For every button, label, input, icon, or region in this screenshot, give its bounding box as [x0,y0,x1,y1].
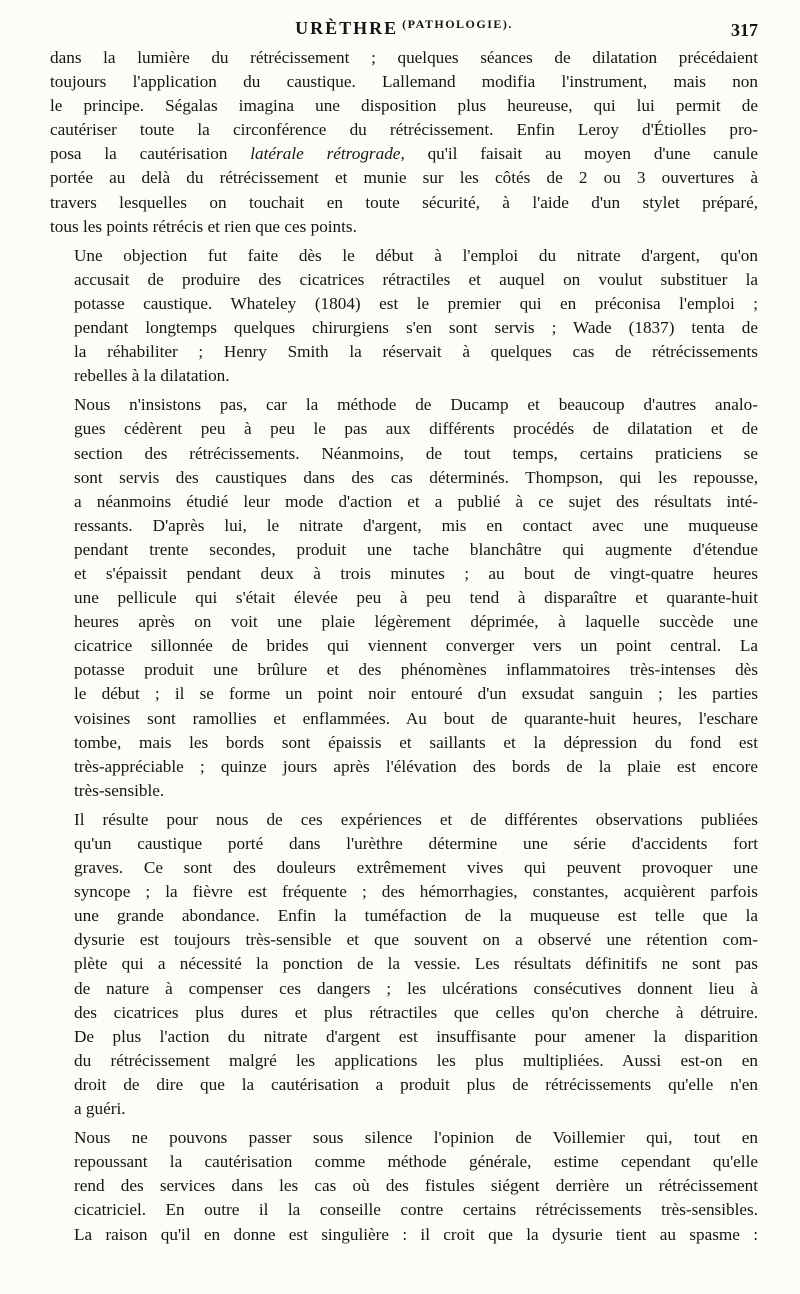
text-line: pendant trente secondes, produit une tache blanchâtre qui augmente d'étendue [74,539,758,559]
text-line: a guéri. [74,1099,126,1119]
text-line: heures après on voit une plaie légèrement déprimée, à laquelle succède une [74,612,758,632]
text-line: La raison qu'il en donne est singulière : il croit que la dysurie tient au spasme : [74,1224,758,1244]
text-line: la réhabiliter ; Henry Smith la réservait à quelques cas de rétrécissements [74,342,758,362]
text-line: portée au delà du rétrécissement et munie sur les côtés de 2 ou 3 ouvertures à [50,168,758,188]
paragraph-1 [50,46,758,239]
text-line: voisines sont ramollies et enflammées. Au bout de quarante-huit heures, l'eschare [74,708,758,728]
text-line: très-sensible. [74,780,165,800]
text-line: le début ; il se forme un point noir entouré d'un exsudat sanguin ; les parties [74,684,758,704]
text-line: posa la cautérisation latérale rétrograde, qu'il faisait au moyen d'une canule [50,144,758,164]
paragraph-2 [50,244,758,389]
text-line: section des rétrécissements. Néanmoins, de tout temps, certains praticiens se [74,443,758,463]
text-line: rebelles à la dilatation. [74,366,230,386]
page-number: 317 [731,20,758,40]
text-line: rend des services dans les cas où des fistules siégent derrière un rétrécissement [74,1176,758,1196]
text-line: Une objection fut faite dès le début à l'emploi du nitrate d'argent, qu'on [74,245,758,265]
text-line: le principe. Ségalas imagina une disposition plus heureuse, qui lui permit de [50,96,758,116]
text-line: des cicatrices plus dures et plus rétractiles que celles qu'on cherche à détruire. [74,1002,758,1022]
text-line: une pellicule qui s'était élevée peu à peu tend à disparaître et quarante-huit [74,588,758,608]
body-text [50,46,758,1247]
text-line: toujours l'application du caustique. Lallemand modifia l'instrument, mais non [50,72,758,92]
text-line: sont servis des caustiques dans des cas déterminés. Thompson, qui les repousse, [74,467,758,487]
paragraph-5 [50,1126,758,1246]
text-line: graves. Ce sont des douleurs extrêmement vives qui peuvent provoquer une [74,858,758,878]
text-line: cautériser toute la circonférence du rétrécissement. Enfin Leroy d'Étiolles pro- [50,120,758,140]
text-line: et s'épaissit pendant deux à trois minutes ; au bout de vingt-quatre heures [74,563,758,583]
text-line: pendant longtemps quelques chirurgiens s'en sont servis ; Wade (1837) tenta de [74,318,758,338]
text-line: gues cédèrent peu à peu le pas aux différents procédés de dilatation et de [74,419,758,439]
text-line: ressants. D'après lui, le nitrate d'argent, mis en contact avec une muqueuse [74,515,758,535]
running-head-title: URÈTHRE [295,18,399,38]
text-line: potasse caustique. Whateley (1804) est le premier qui en préconisa l'emploi ; [74,293,758,313]
text-line: qu'un caustique porté dans l'urèthre détermine une série d'accidents fort [74,834,758,853]
text-line: travers lesquelles on touchait en toute sécurité, à l'aide d'un stylet préparé, [50,192,758,212]
paragraph-4 [50,808,758,1121]
text-line: dans la lumière du rétrécissement ; quelques séances de dilatation précédaient [50,48,758,67]
text-line: du rétrécissement malgré les applications les plus multipliées. Aussi est-on en [74,1050,758,1070]
text-line: de nature à compenser ces dangers ; les ulcérations consécutives donnent lieu à [74,978,758,998]
text-line: très-appréciable ; quinze jours après l'élévation des bords de la plaie est encore [74,756,758,776]
text-line: accusait de produire des cicatrices rétractiles et auquel on voulut substituer la [74,269,758,289]
text-line: Nous n'insistons pas, car la méthode de Ducamp et beaucoup d'autres analo- [74,395,758,415]
text-line: plète qui a nécessité la ponction de la vessie. Les résultats définitifs ne sont pas [74,954,758,974]
running-head-subtitle: (PATHOLOGIE). [402,17,513,31]
text-line: cicatriciel. En outre il la conseille contre certains rétrécissements très-sensibles. [74,1200,758,1220]
text-line: repoussant la cautérisation comme méthode générale, estime cependant qu'elle [74,1152,758,1172]
text-line: une grande abondance. Enfin la tuméfaction de la muqueuse est telle que la [74,906,758,926]
text-line: tombe, mais les bords sont épaissis et saillants et la dépression du fond est [74,732,758,752]
text-line: Il résulte pour nous de ces expériences et de différentes observations publiées [74,809,758,829]
text-line: Nous ne pouvons passer sous silence l'opinion de Voillemier qui, tout en [74,1128,758,1148]
paragraph-3 [50,393,758,803]
text-line: tous les points rétrécis et rien que ces points. [50,216,357,236]
text-line: cicatrice sillonnée de brides qui viennent converger vers un point central. La [74,636,758,656]
text-line: potasse produit une brûlure et des phénomènes inflammatoires très-intenses dès [74,660,758,680]
running-head [50,12,758,46]
text-line: droit de dire que la cautérisation a produit plus de rétrécissements qu'elle n'en [74,1074,758,1094]
text-line: a néanmoins étudié leur mode d'action et a publié à ce sujet des résultats inté- [74,491,758,511]
text-line: De plus l'action du nitrate d'argent est insuffisante pour amener la disparition [74,1026,758,1046]
text-line: syncope ; la fièvre est fréquente ; des hémorrhagies, constantes, acquièrent parfois [74,882,758,902]
text-line: dysurie est toujours très-sensible et que souvent on a observé une rétention com- [74,930,758,950]
